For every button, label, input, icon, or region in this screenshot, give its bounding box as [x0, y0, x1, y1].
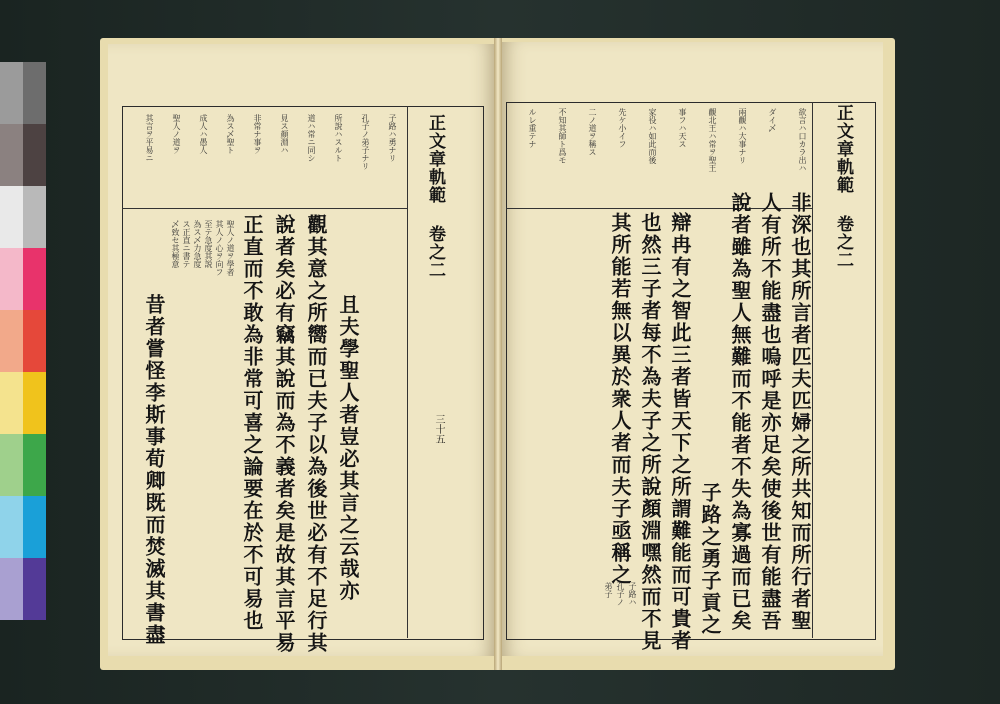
- color-swatch: [23, 496, 46, 558]
- left-main-column-4: 正直而不敢為非常可喜之論要在於不可易也: [240, 214, 264, 632]
- left-annotation-bottom: 聖人ノ道ヲ學者: [226, 220, 235, 276]
- left-annotation-top: 成人ハ愚人: [199, 114, 208, 154]
- right-annotation-top: 事フハ天ス: [678, 108, 687, 148]
- right-page: [498, 42, 883, 656]
- right-main-column-1: 非深也其所言者匹夫匹婦之所共知而所行者聖: [788, 192, 812, 632]
- color-swatch: [0, 372, 23, 434]
- color-checker: [0, 62, 46, 622]
- left-main-column-2: 觀其意之所嚮而已夫子以為後世必有不足行其: [304, 214, 328, 654]
- color-swatch: [0, 434, 23, 496]
- color-swatch: [23, 310, 46, 372]
- color-swatch: [0, 62, 23, 124]
- left-main-column-3: 說者矣必有竊其說而為不義者矣是故其言平易: [272, 214, 296, 654]
- color-swatch: [23, 62, 46, 124]
- left-annotation-bottom: 其人ノ心ヲ向フ: [215, 220, 224, 276]
- right-main-column-6: 其所能若無以異於衆人者而夫子亟稱之: [608, 212, 632, 586]
- left-annotation-bottom: 至テ急度其説: [204, 220, 213, 268]
- left-annotation-top: 見ス顏淵ハ: [280, 114, 289, 154]
- color-swatch: [0, 496, 23, 558]
- left-annotation-bottom: ス正直ニ書テ: [182, 220, 191, 268]
- right-main-column-3: 說者雖為聖人無難而不能者不失為寡過而已矣: [728, 192, 752, 632]
- color-swatch: [23, 372, 46, 434]
- left-bottom-column-1: 昔者嘗怪李斯事荀卿既而焚滅其書盡: [142, 294, 166, 646]
- color-swatch: [23, 248, 46, 310]
- right-annotation-top: 二ノ道ヲ稱ス: [588, 108, 597, 156]
- left-page: [108, 44, 498, 656]
- left-annotation-top: 所說ハスルト: [334, 114, 343, 162]
- left-annotation-top: 其言ヲ平易ニ: [145, 114, 154, 162]
- left-page-title: 正文章軌範 卷之二: [425, 114, 445, 279]
- left-annotation-top: 聖人ノ道ヲ: [172, 114, 181, 154]
- right-annotation-top: ルレ重テナ: [528, 108, 537, 148]
- left-annotation-top: 孔子ノ弟子ナリ: [361, 114, 370, 170]
- right-annotation-top: 先ケ小イフ: [618, 108, 627, 148]
- right-annotation-bottom: 弟子: [604, 582, 613, 598]
- left-annotation-bottom: 乄致セ其極意: [171, 220, 180, 268]
- right-annotation-top: 觀北王ハ常ヲ聖王: [708, 108, 717, 172]
- right-page-title: 正文章軌範 卷之二: [833, 104, 853, 269]
- right-main-column-4: 辯冉有之智此三者皆天下之所謂難能而可貴者: [668, 212, 692, 652]
- left-page-folio: 三十五: [433, 414, 444, 444]
- book-gutter: [494, 38, 502, 670]
- color-swatch: [0, 248, 23, 310]
- right-main-column-2: 人有所不能盡也嗚呼是亦足矣使後世有能盡吾: [758, 192, 782, 632]
- color-swatch: [23, 124, 46, 186]
- left-note-divider: [122, 208, 407, 209]
- left-annotation-top: 為ス乄聖ト: [226, 114, 235, 154]
- left-annotation-top: 子路ハ勇ナリ: [388, 114, 397, 162]
- right-main-column-5: 也然三子者每不為夫子之所說顏淵嘿然而不見: [638, 212, 662, 652]
- left-main-column-1: 且夫學聖人者豈必其言之云哉亦: [336, 294, 360, 602]
- left-annotation-bottom: 為ス乄力急度: [193, 220, 202, 268]
- color-swatch: [0, 124, 23, 186]
- right-annotation-top: 不知其師ト爲モ: [558, 108, 567, 164]
- open-book: [100, 38, 895, 670]
- right-sub-column: 子路之勇子貢之: [698, 482, 722, 636]
- color-swatch: [0, 558, 23, 620]
- right-annotation-bottom: 孔子ノ: [616, 582, 625, 606]
- right-annotation-top: ダイ乄: [768, 108, 777, 132]
- right-annotation-top: 欲言ハ口カラ出ハ: [798, 108, 807, 172]
- left-annotation-top: 道ハ常ニ同シ: [307, 114, 316, 162]
- color-swatch: [0, 186, 23, 248]
- color-swatch: [23, 558, 46, 620]
- right-annotation-top: 兩觀ハ大事ナリ: [738, 108, 747, 164]
- right-annotation-bottom: 子路ハ: [628, 582, 637, 606]
- color-swatch: [0, 310, 23, 372]
- left-margin-rule: [407, 106, 408, 638]
- right-margin-rule: [812, 102, 813, 638]
- color-swatch: [23, 186, 46, 248]
- left-annotation-top: 非常ナ事ヲ: [253, 114, 262, 154]
- color-swatch: [23, 434, 46, 496]
- right-annotation-top: 家役ハ如此而後: [648, 108, 657, 164]
